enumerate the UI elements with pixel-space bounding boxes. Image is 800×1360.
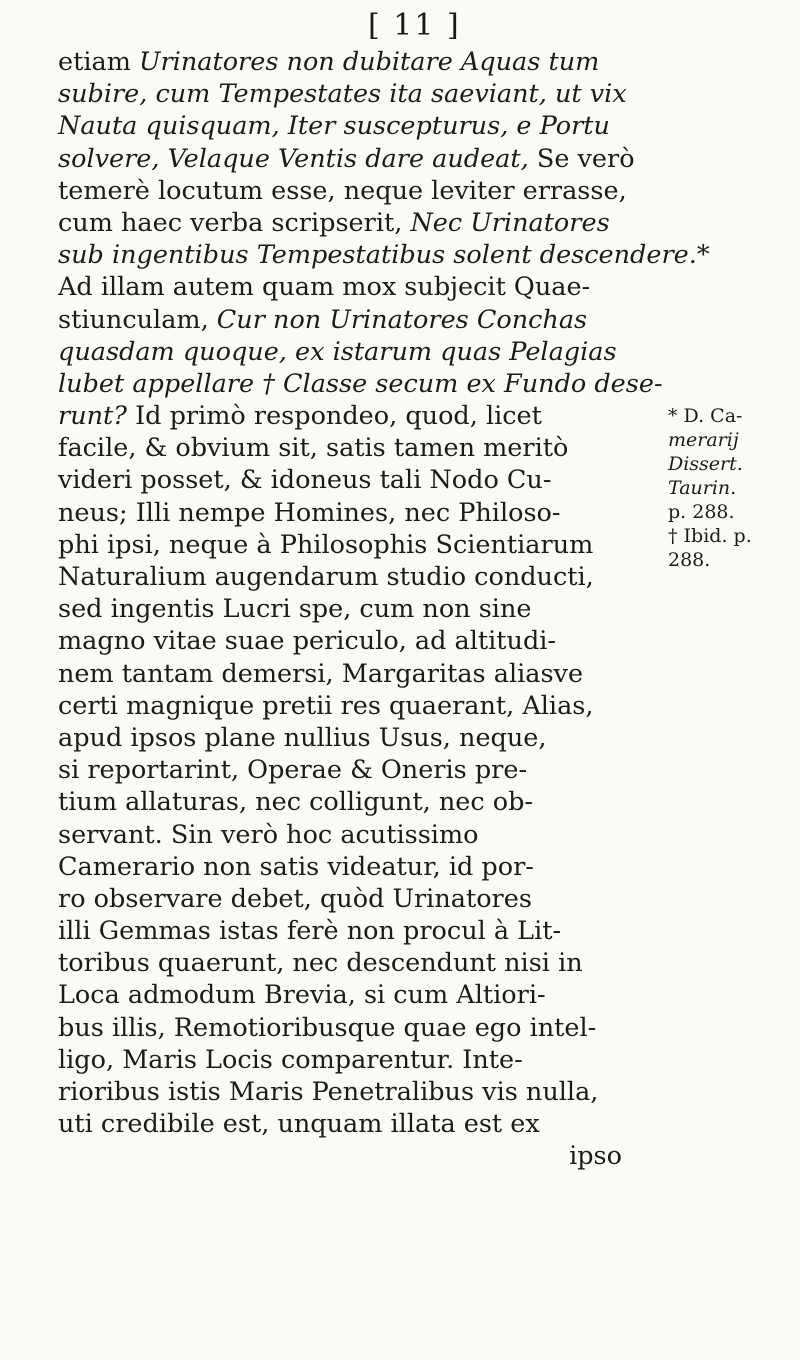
text-line [58,754,658,786]
margin-note-segment: † Ibid. p. [668,525,752,547]
text-line-segment: Loca admodum Brevia, si cum Altiori- [58,980,546,1011]
text-line-segment: lubet appellare † Classe secum ex Fundo dese- [58,368,663,399]
text-line [58,1012,658,1044]
text-line-segment: nem tantam demersi, Margaritas aliasve [58,658,584,689]
text-line [58,110,658,142]
text-line [58,432,658,464]
text-line [58,78,658,110]
text-line-segment: Ad illam autem quam mox subjecit Quae- [58,272,591,303]
text-line-segment: Cur non Urinatores Conchas [216,304,588,335]
margin-note-segment: p. 288. [668,501,735,523]
text-line-segment: solvere, Velaque Ventis dare audeat, [58,143,529,174]
text-line [58,1076,658,1108]
text-line-segment: sed ingentis Lucri spe, cum non sine [58,594,532,625]
text-line-segment: Nauta quisquam, Iter suscepturus, e Portu [58,111,610,142]
margin-note [668,524,798,548]
margin-note [668,452,798,476]
text-line-segment: tium allaturas, nec colligunt, nec ob- [58,787,534,818]
margin-note [668,404,798,428]
text-line [58,464,658,496]
text-line-segment: toribus quaerunt, nec descendunt nisi in [58,948,583,979]
text-line [58,979,658,1011]
text-line [58,883,658,915]
text-line-segment: subire, cum Tempestates ita saeviant, ut vix [58,79,627,110]
text-line-segment: runt? [58,401,127,432]
text-line-segment: uti credibile est, unquam illata est ex [58,1109,540,1140]
text-line-segment: illi Gemmas istas ferè non procul à Lit- [58,916,562,947]
text-line-segment: rioribus istis Maris Penetralibus vis nulla, [58,1077,599,1107]
text-line-segment: apud ipsos plane nullius Usus, neque, [58,722,547,753]
text-line-segment: ligo, Maris Locis comparentur. Inte- [58,1044,523,1075]
text-line [58,207,658,239]
text-line-segment: si reportarint, Operae & Oneris pre- [58,755,528,786]
text-line [58,625,658,657]
text-line-segment: facile, & obvium sit, satis tamen meritò [58,433,569,464]
text-line [58,175,658,207]
text-line-segment: phi ipsi, neque à Philosophis Scientiarum [58,529,594,560]
text-line-segment: ro observare debet, quòd Urinatores [58,883,532,914]
text-line-segment: etiam [58,47,139,77]
text-line-segment: Urinatores non dubitare Aquas tum [138,47,600,77]
text-line-segment: quasdam quoque, ex istarum quas Pelagias [58,336,617,367]
text-line-segment: Id primò respondeo, quod, licet [126,401,542,432]
text-line [58,915,658,947]
text-line-segment: magno vitae suae periculo, ad altitudi- [58,626,557,657]
text-line-segment: neus; Illi nempe Homines, nec Philoso- [58,497,561,528]
text-line [58,46,658,78]
text-line-segment: videri posset, & idoneus tali Nodo Cu- [58,465,552,496]
text-line-segment: Naturalium augendarum studio conducti, [58,562,594,592]
margin-note-segment: Dissert. [668,453,743,475]
text-line [58,851,658,883]
margin-note [668,428,798,452]
text-line [58,658,658,690]
text-line [58,239,710,271]
text-line-segment: cum haec verba scripserit, [58,207,411,238]
text-line [58,561,658,593]
margin-note-segment: 288. [668,549,711,571]
margin-note [668,500,798,524]
text-line-segment: sub ingentibus Tempestatibus solent descendere.* [58,240,710,271]
text-line-segment: certi magnique pretii res quaerant, Alias, [58,690,594,721]
text-line [58,271,658,303]
text-line [58,1044,658,1076]
text-line-segment: Camerario non satis videatur, id por- [58,851,534,882]
text-line-segment: Se verò [528,143,635,174]
text-line-segment: bus illis, Remotioribusque quae ego intel- [58,1012,597,1043]
margin-note-segment: * D. Ca- [668,405,743,427]
text-line-segment: Nec Urinatores [410,207,610,238]
text-line [58,368,663,400]
text-line [58,143,658,175]
text-line [58,529,658,561]
margin-notes [668,404,798,572]
text-line [58,947,658,979]
text-line [58,336,658,368]
margin-note-segment: merarij [668,429,739,451]
text-line [58,722,658,754]
page-number: [ 11 ] [368,8,461,43]
text-line [58,819,658,851]
margin-note [668,476,798,500]
text-line-segment: servant. Sin verò hoc acutissimo [58,819,479,850]
catchword: ipso [569,1141,622,1172]
text-line-segment: temerè locutum esse, neque leviter errasse, [58,175,627,206]
margin-note-segment: Taurin. [668,477,737,499]
text-line [58,690,658,722]
margin-note [668,548,798,572]
text-line-segment: stiunculam, [58,304,217,335]
text-line [58,786,658,818]
text-line [58,497,658,529]
text-line [58,1108,658,1140]
text-line [58,593,658,625]
text-line [58,304,658,336]
text-line [58,400,658,432]
